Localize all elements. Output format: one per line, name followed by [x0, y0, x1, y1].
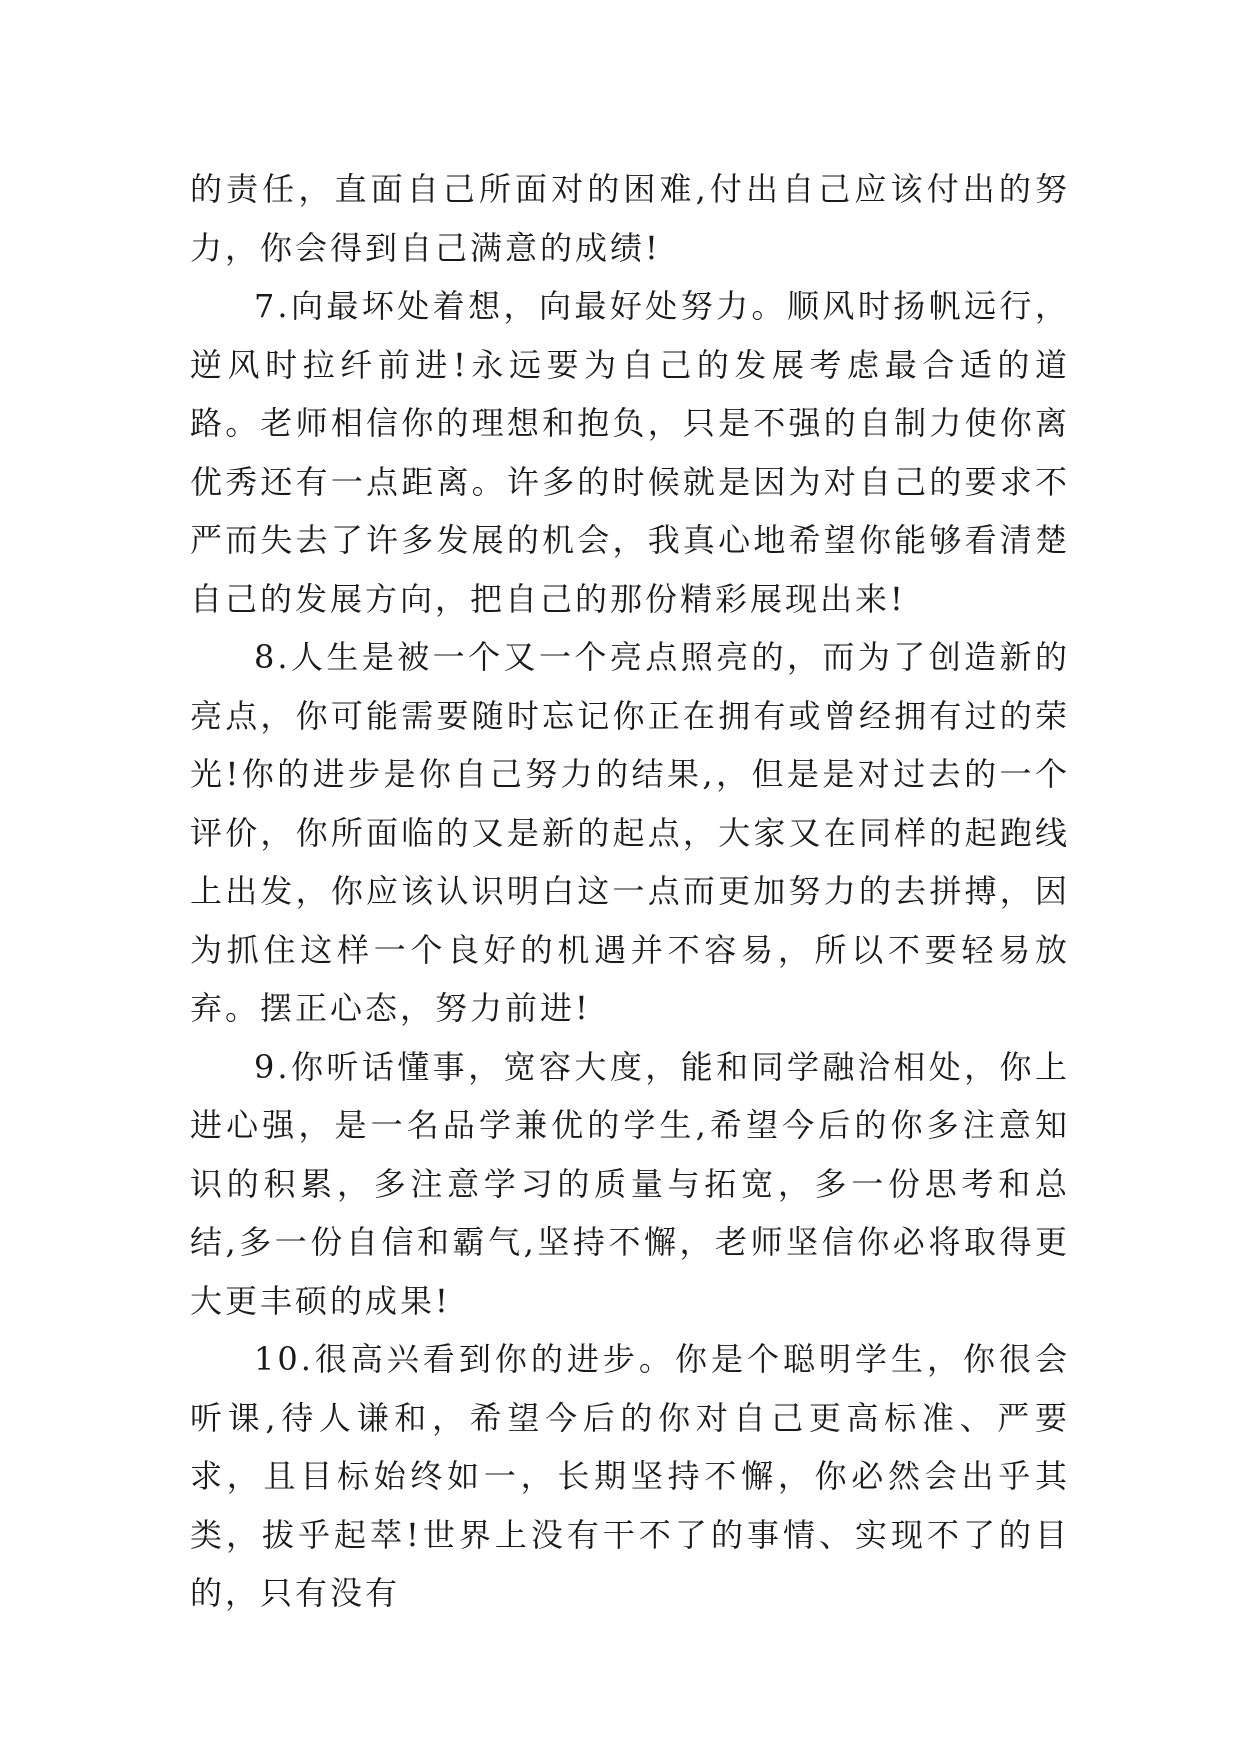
paragraph-item-10: 10.很高兴看到你的进步。你是个聪明学生，你很会听课,待人谦和，希望今后的你对自己更高标准、严要求，且目标始终如一，长期坚持不懈，你必然会出乎其类，拔乎起萃!世界上没有干不了的事情、实现不了的目的，只有没有	[190, 1340, 1070, 1612]
paragraph-item-8: 8.人生是被一个又一个亮点照亮的，而为了创造新的亮点，你可能需要随时忘记你正在拥有或曾经拥有过的荣光!你的进步是你自己努力的结果,，但是是对过去的一个评价，你所面临的又是新的起点，大家又在同样的起跑线上出发，你应该认识明白这一点而更加努力的去拼搏，因为抓住这样一个良好的机遇并不容易，所以不要轻易放弃。摆正心态，努力前进!	[190, 638, 1070, 1027]
paragraph-continuation: 的责任，直面自己所面对的困难,付出自己应该付出的努力，你会得到自己满意的成绩!	[190, 170, 1070, 267]
paragraph-item-7: 7.向最坏处着想，向最好处努力。顺风时扬帆远行，逆风时拉纤前进!永远要为自己的发展考虑最合适的道路。老师相信你的理想和抱负，只是不强的自制力使你离优秀还有一点距离。许多的时候就是因为对自己的要求不严而失去了许多发展的机会，我真心地希望你能够看清楚自己的发展方向，把自己的那份精彩展现出来!	[190, 287, 1070, 618]
document-body	[190, 160, 1070, 1623]
paragraph-item-9: 9.你听话懂事，宽容大度，能和同学融洽相处，你上进心强，是一名品学兼优的学生,希望今后的你多注意知识的积累，多注意学习的质量与拓宽，多一份思考和总结,多一份自信和霸气,坚持不懈，老师坚信你必将取得更大更丰硕的成果!	[190, 1047, 1070, 1320]
